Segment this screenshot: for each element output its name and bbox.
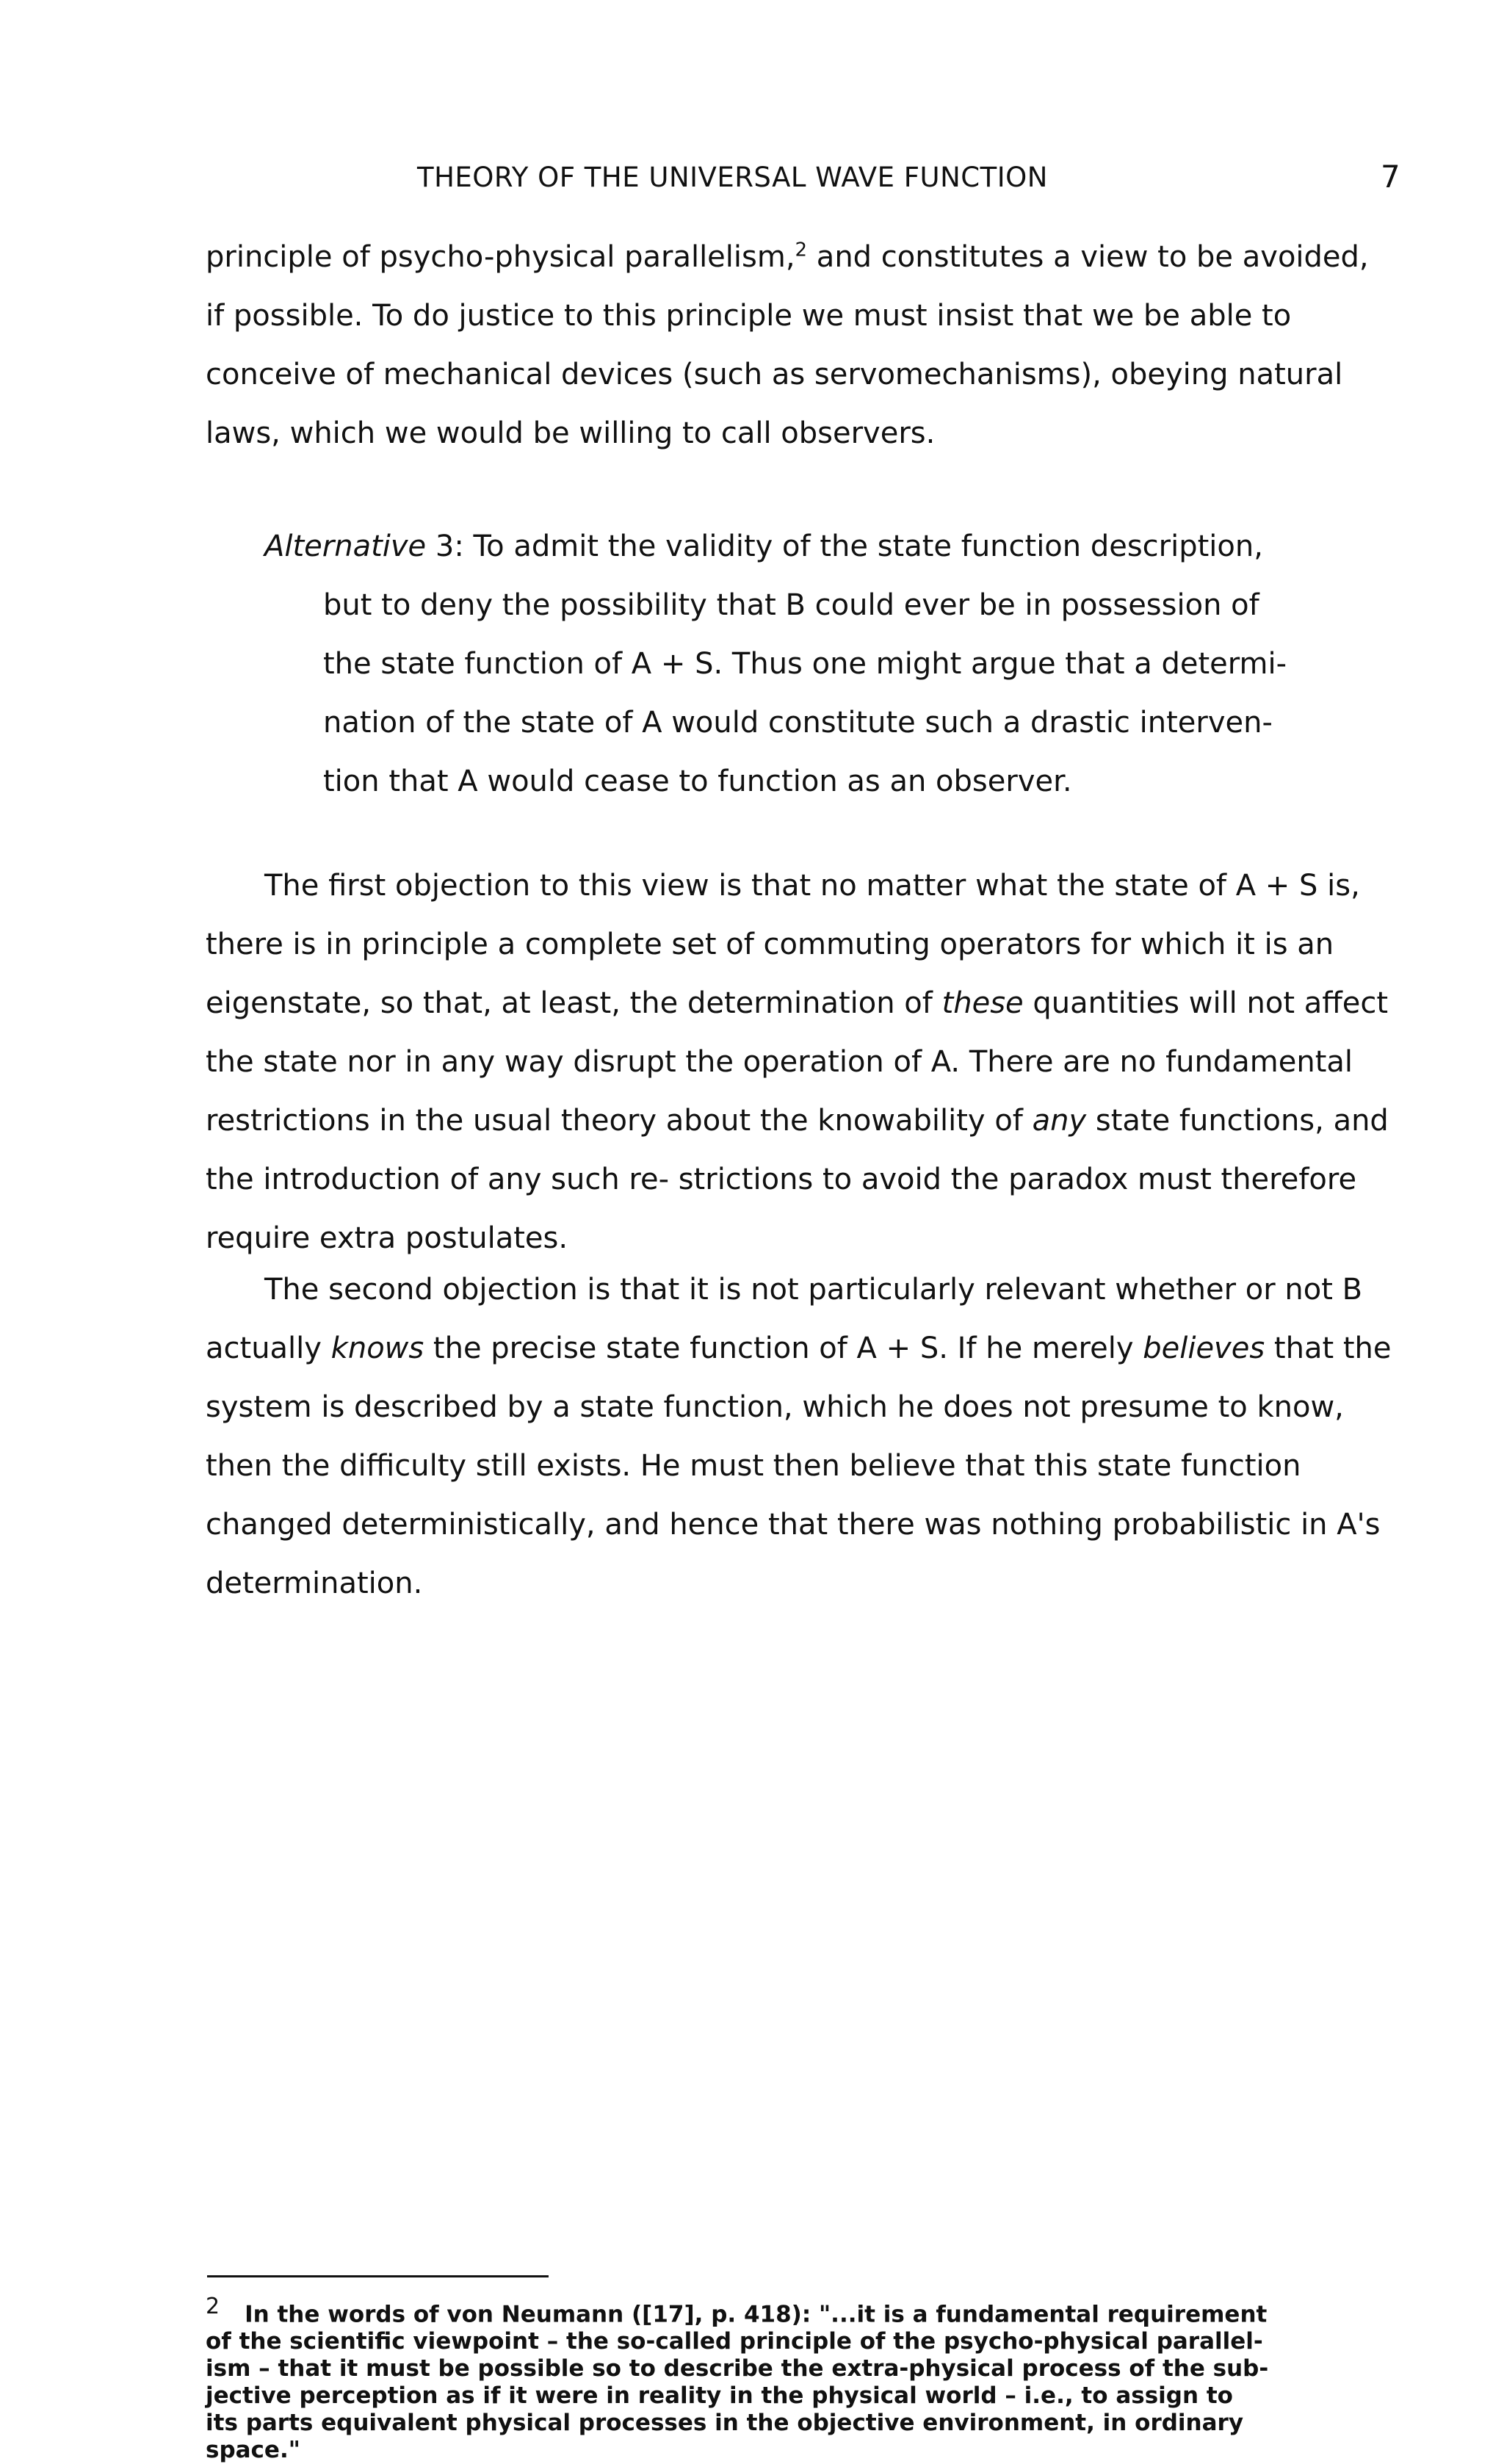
text-line: The second objection is that it is not particularly relevant whether or xyxy=(264,1273,1276,1307)
text-line: was nothing probabilistic in A's determination. xyxy=(206,1508,1381,1600)
emphasis: knows xyxy=(330,1332,424,1365)
footnote-line: of the scientific viewpoint – the so-called principle of the psycho-physical parallel- xyxy=(206,2328,1263,2355)
footnote-line: ism – that it must be possible so to describe the extra-physical process of the sub- xyxy=(206,2355,1269,2382)
text-line: the state function of A + S. Thus one might argue that a determi- xyxy=(323,647,1287,681)
paragraph-first-objection xyxy=(206,856,1395,1268)
text-line: obeying natural laws, which we would be willing to call observers. xyxy=(206,358,1343,450)
paragraph-second-objection xyxy=(206,1260,1395,1613)
text-line: nation of the state of A would constitute such a drastic interven- xyxy=(323,706,1273,740)
paragraph-psycho-physical xyxy=(206,228,1395,463)
footnote-divider xyxy=(207,2275,549,2277)
alternative-label: Alternative xyxy=(264,530,427,563)
emphasis: believes xyxy=(1143,1332,1265,1365)
text-line: The first objection to this view is that no matter what the state of xyxy=(264,869,1226,903)
footnote-line: 2 In the words of von Neumann ([17], p. 418): "...it is a fundamental requirement xyxy=(206,2294,1268,2328)
text-line: that this state function changed deterministically, and hence that there xyxy=(206,1449,1301,1542)
text-line: tion that A would cease to function as an observer. xyxy=(323,765,1072,798)
footnote-line: its parts equivalent physical processes in the objective environment, in ordinary xyxy=(206,2410,1244,2437)
footnote-line: jective perception as if it were in reality in the physical world – i.e., to assign to xyxy=(206,2382,1233,2410)
footnote-line: space." xyxy=(206,2437,300,2464)
text-line: believes that the system is described by a state function, which he does xyxy=(206,1332,1392,1424)
text-line: not presume to know, then the difficulty still exists. He must then believe xyxy=(206,1390,1344,1483)
text-line: A + S is, there is in principle a complete set of commuting operators for xyxy=(206,869,1360,961)
text-line: knowability of any state functions, and the introduction of any such re- xyxy=(206,1104,1389,1196)
text-line: but to deny the possibility that B could ever be in possession of xyxy=(323,588,1259,622)
footnote xyxy=(206,2293,1403,2464)
text-line: Alternative 3: To admit the validity of the state function description, xyxy=(264,530,1263,563)
text-line: A. There are no fundamental restrictions in the usual theory about the xyxy=(206,1045,1353,1138)
text-line: we be able to conceive of mechanical devices (such as servomechanisms), xyxy=(206,299,1292,391)
text-line: avoided, if possible. To do justice to this principle we must insist that xyxy=(206,240,1369,333)
emphasis: these xyxy=(941,986,1024,1020)
text-line: principle of psycho-physical parallelism,$^2$ and constitutes a view to be xyxy=(206,239,1234,274)
text-line: strictions to avoid the paradox must therefore require extra postulates. xyxy=(206,1163,1357,1255)
emphasis: any xyxy=(1032,1104,1087,1138)
alternative-3-block xyxy=(264,517,1410,811)
page-number: 7 xyxy=(1381,159,1400,195)
text-line: not B actually knows the precise state function of A + S. If he merely xyxy=(206,1273,1363,1365)
running-title: THEORY OF THE UNIVERSAL WAVE FUNCTION xyxy=(417,162,1048,193)
footnote-reference: 2 xyxy=(795,239,808,261)
text-line: which it is an eigenstate, so that, at least, the determination of these xyxy=(206,928,1334,1020)
text-line: quantities will not affect the state nor in any way disrupt the operation of xyxy=(206,986,1389,1079)
footnote-marker: 2 xyxy=(206,2294,220,2319)
